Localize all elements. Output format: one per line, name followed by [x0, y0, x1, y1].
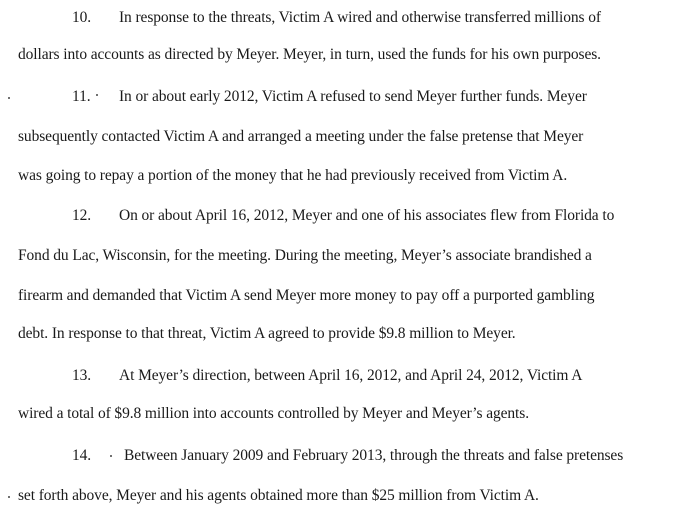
paragraph-12-line-2: Fond du Lac, Wisconsin, for the meeting. During the meeting, Meyer’s associate brandished a [18, 247, 592, 264]
paragraph-11-first-line [72, 88, 91, 106]
paragraph-11-line-1: In or about early 2012, Victim A refused to send Meyer further funds. Meyer [119, 88, 587, 105]
paragraph-10-line-2: dollars into accounts as directed by Meyer. Meyer, in turn, used the funds for his own purposes. [18, 46, 601, 63]
scan-speck [8, 97, 10, 99]
paragraph-12-first-line [72, 207, 91, 225]
scan-speck [96, 94, 98, 96]
paragraph-11-line-3: was going to repay a portion of the money that he had previously received from Victim A. [18, 167, 568, 184]
paragraph-14-line-2: set forth above, Meyer and his agents obtained more than $25 million from Victim A. [18, 487, 539, 504]
paragraph-14-first-line [72, 447, 91, 465]
paragraph-14-line-1: Between January 2009 and February 2013, through the threats and false pretenses [124, 447, 624, 464]
paragraph-number: 12. [72, 207, 92, 224]
paragraph-number: 13. [72, 367, 92, 384]
scan-speck [110, 455, 112, 457]
paragraph-10-first-line [72, 9, 91, 27]
paragraph-13-line-1: At Meyer’s direction, between April 16, 2012, and April 24, 2012, Victim A [119, 367, 583, 384]
paragraph-12-line-3: firearm and demanded that Victim A send Meyer more money to pay off a purported gambling [18, 287, 595, 304]
paragraph-10-line-1: In response to the threats, Victim A wired and otherwise transferred millions of [119, 9, 601, 26]
paragraph-13-line-2: wired a total of $9.8 million into accounts controlled by Meyer and Meyer’s agents. [18, 405, 529, 422]
paragraph-number: 11. [72, 88, 91, 105]
paragraph-number: 10. [72, 9, 92, 26]
paragraph-11-line-2: subsequently contacted Victim A and arranged a meeting under the false pretense that Meyer [18, 128, 584, 145]
paragraph-12-line-4: debt. In response to that threat, Victim A agreed to provide $9.8 million to Meyer. [18, 325, 516, 342]
paragraph-13-first-line [72, 367, 91, 385]
paragraph-12-line-1: On or about April 16, 2012, Meyer and one of his associates flew from Florida to [119, 207, 615, 224]
scan-speck [8, 496, 10, 498]
paragraph-number: 14. [72, 447, 92, 464]
